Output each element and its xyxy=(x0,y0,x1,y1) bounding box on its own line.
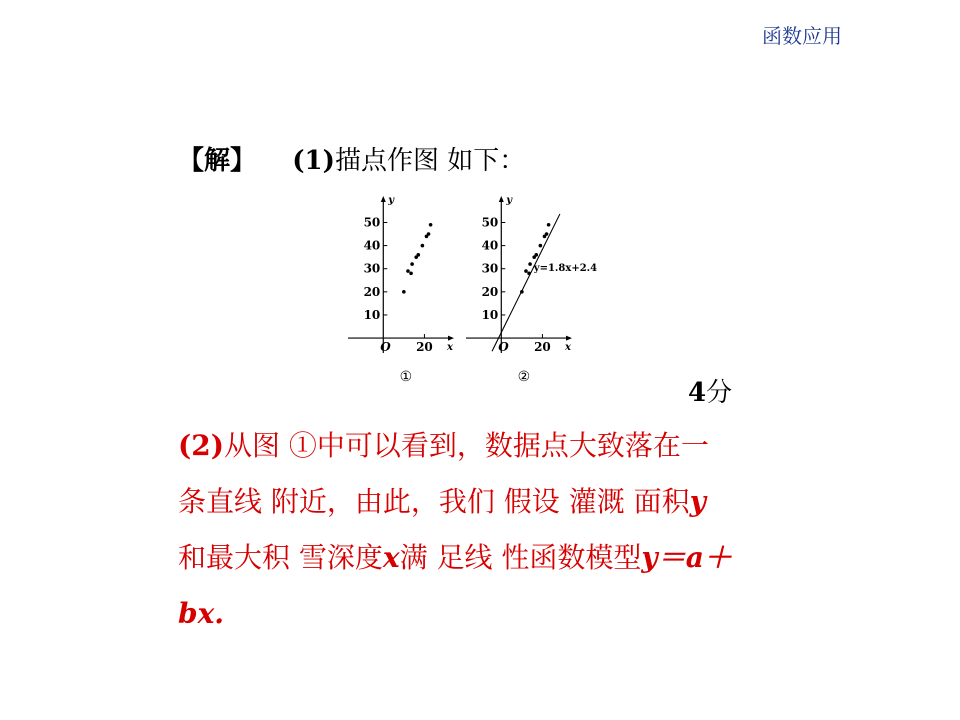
part2-line1-text: 从图 ①中可以看到，数据点大致落在一 xyxy=(223,429,709,462)
chart-panel-1 xyxy=(348,195,454,385)
y-tick-label: 10 xyxy=(481,307,499,322)
data-point xyxy=(409,272,413,276)
y-axis-arrow xyxy=(499,196,504,202)
data-point xyxy=(416,253,420,257)
regression-equation-label: y=1.8x+2.4 xyxy=(533,263,598,275)
scatter-charts xyxy=(340,190,598,390)
y-tick-label: 50 xyxy=(363,215,381,230)
y-axis-label: y xyxy=(388,195,395,206)
data-point xyxy=(429,223,433,227)
x-tick-label: 20 xyxy=(416,340,433,355)
data-point xyxy=(545,232,549,236)
x-axis-label: x xyxy=(565,342,571,354)
regression-line xyxy=(492,214,560,351)
part2-line-3 xyxy=(178,530,778,586)
part2-line3-text1: 和最大积 雪深度 xyxy=(178,541,383,574)
part2-line-4 xyxy=(178,586,778,642)
data-point xyxy=(402,290,406,294)
data-point xyxy=(427,232,431,236)
y-tick-label: 10 xyxy=(363,307,381,322)
var-y: y xyxy=(689,485,706,518)
x-tick-label: 20 xyxy=(534,340,551,355)
y-tick-label: 50 xyxy=(481,215,499,230)
score-unit: 分 xyxy=(706,378,733,408)
solution-intro xyxy=(178,140,525,177)
score-value: 4 xyxy=(688,378,707,408)
chart-panel-2 xyxy=(466,195,597,385)
model-formula: y＝a＋ xyxy=(641,541,732,574)
data-point xyxy=(520,290,524,294)
x-axis-label: x xyxy=(447,342,453,354)
model-formula-end: bx. xyxy=(178,597,225,630)
origin-label: O xyxy=(498,340,509,355)
part2-line2-text: 条直线 附近，由此，我们 假设 灌溉 面积 xyxy=(178,485,690,518)
part2-line-2 xyxy=(178,474,778,530)
data-point xyxy=(406,269,410,273)
part1-number: (1) xyxy=(292,146,335,176)
data-point xyxy=(539,244,543,248)
data-point xyxy=(524,269,528,273)
y-tick-label: 20 xyxy=(481,284,499,299)
solution-bracket-label: 【解】 xyxy=(178,146,257,176)
data-point xyxy=(534,253,538,257)
data-point xyxy=(421,244,425,248)
scatter-charts-svg xyxy=(340,190,598,390)
part1-text: 描点作图 如下： xyxy=(334,146,526,176)
data-point xyxy=(527,272,531,276)
part2-paragraph xyxy=(178,418,778,642)
data-point xyxy=(547,223,551,227)
y-tick-label: 20 xyxy=(363,284,381,299)
data-point xyxy=(410,262,414,266)
y-tick-label: 30 xyxy=(363,261,381,276)
x-axis-arrow xyxy=(566,336,572,341)
y-axis-label: y xyxy=(506,195,513,206)
y-tick-label: 40 xyxy=(363,238,381,253)
y-tick-label: 40 xyxy=(481,238,499,253)
chart-caption: ① xyxy=(399,369,413,385)
data-point xyxy=(528,262,532,266)
origin-label: O xyxy=(380,340,391,355)
chart-caption: ② xyxy=(517,369,531,385)
score-note xyxy=(688,372,732,409)
part2-line3-text2: 满 足线 性函数模型 xyxy=(399,541,642,574)
part2-number: (2) xyxy=(178,429,224,462)
y-axis-arrow xyxy=(381,196,386,202)
x-axis-arrow xyxy=(448,336,454,341)
y-tick-label: 30 xyxy=(481,261,499,276)
var-x: x xyxy=(382,541,400,574)
part2-line-1 xyxy=(178,418,778,474)
section-title: 函数应用 xyxy=(762,24,842,48)
